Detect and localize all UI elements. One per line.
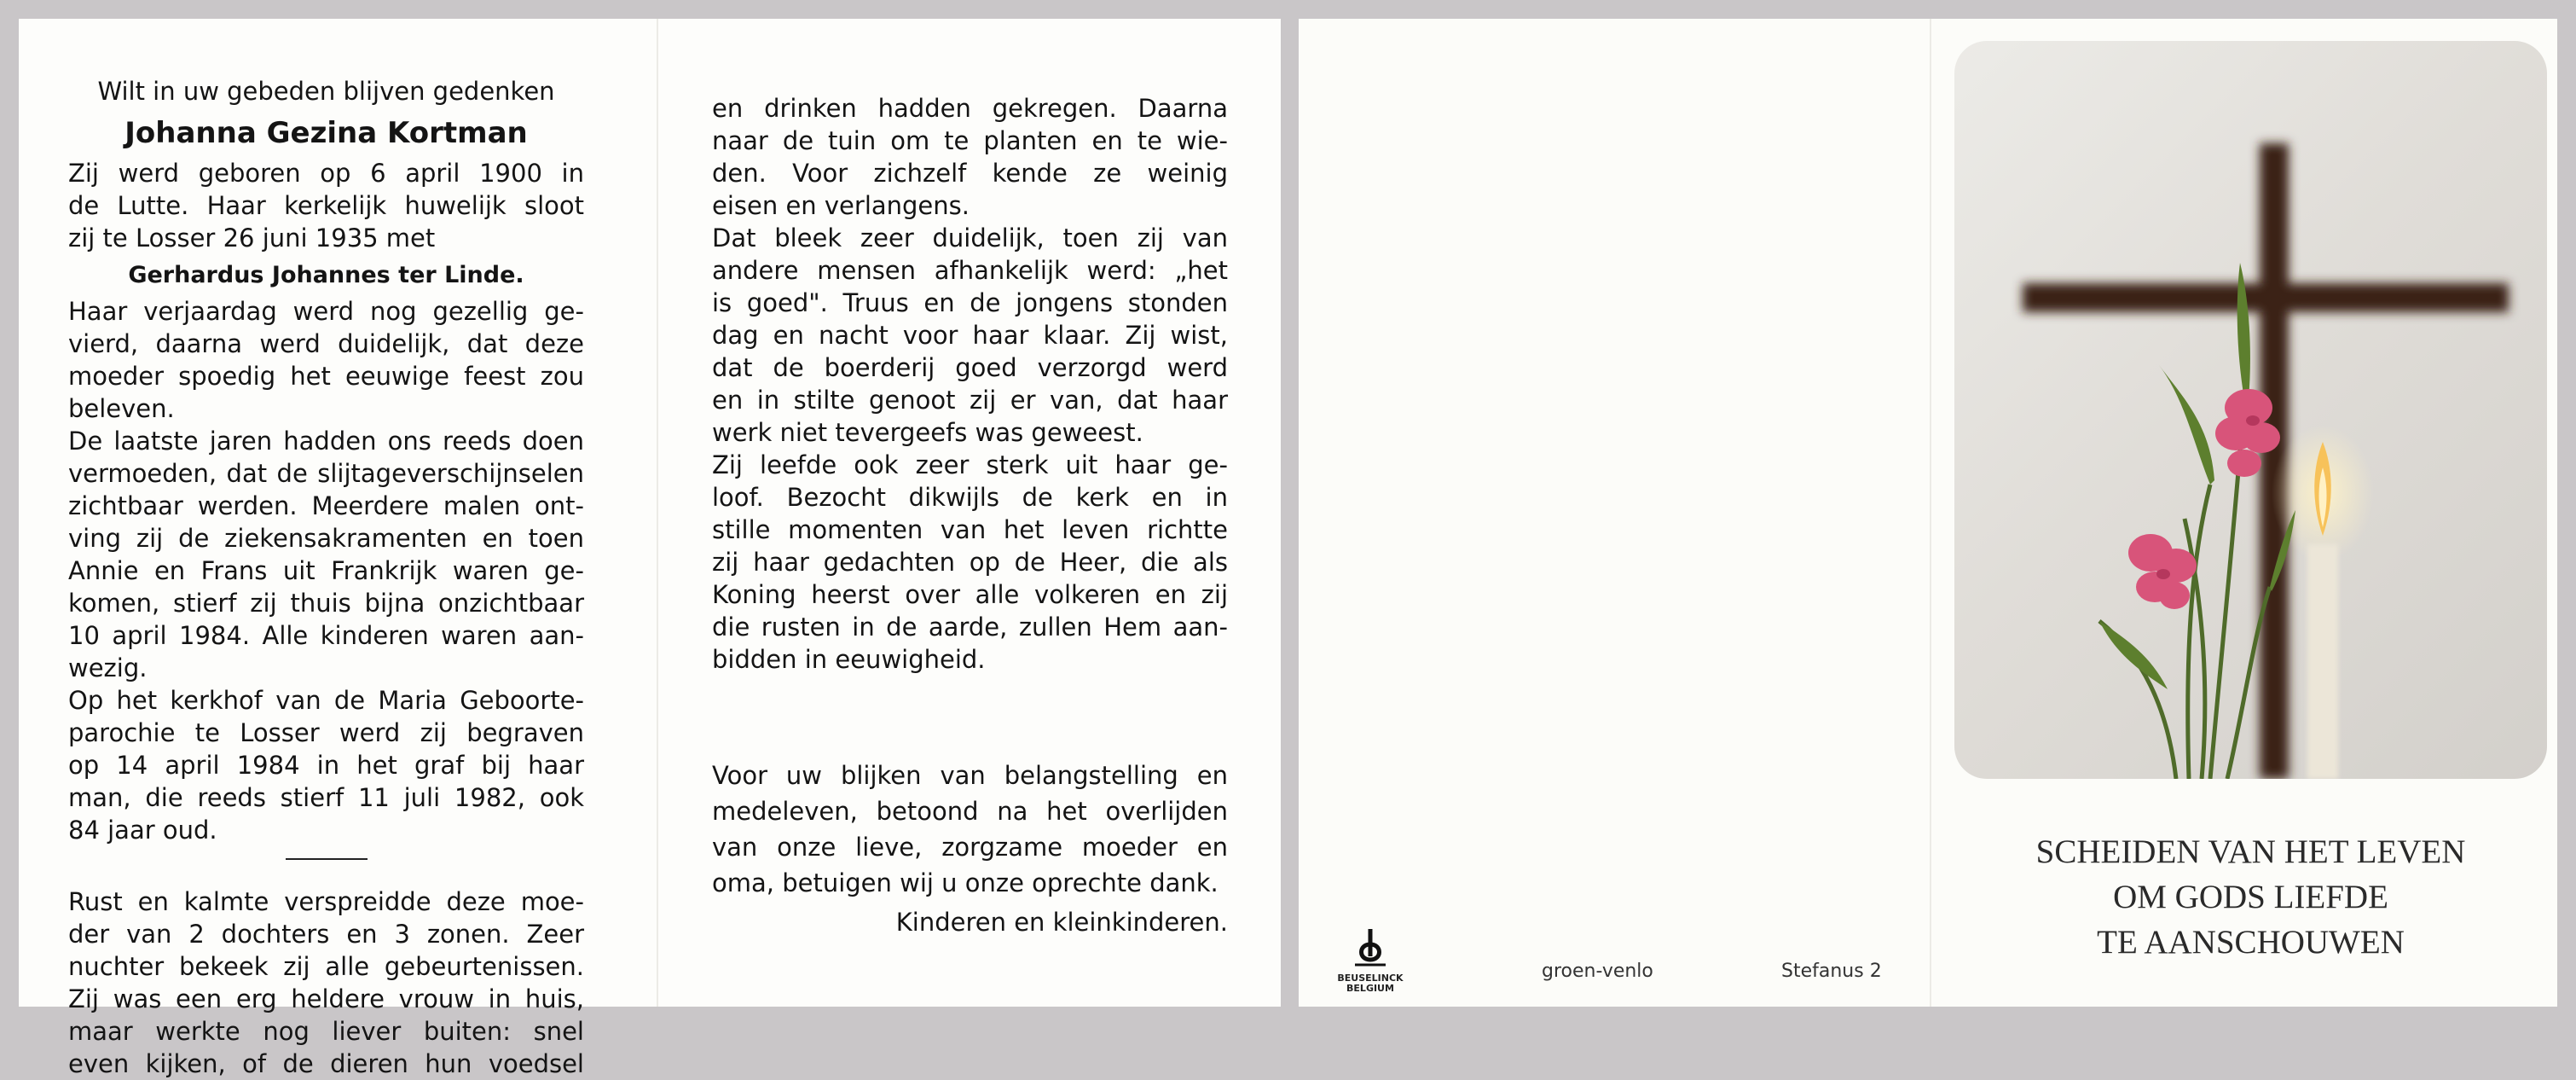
text-line: vierd, daarna werd duidelijk, dat deze xyxy=(68,329,584,358)
text-line: die rusten in de aarde, zullen Hem aan- xyxy=(712,613,1228,642)
motto-line: OM GODS LIEFDE xyxy=(2113,879,2388,915)
text-column-right xyxy=(712,92,1228,676)
beuselinck-logo-icon xyxy=(1348,926,1392,970)
text-line: Koning heerst over alle volkeren en zij xyxy=(712,580,1228,609)
text-line: dag en nacht voor haar klaar. Zij wist, xyxy=(712,321,1228,350)
text-line: naar de tuin om te planten en te wie- xyxy=(712,126,1228,155)
text-line: der van 2 dochters en 3 zonen. Zeer xyxy=(68,920,584,949)
text-line: den. Voor zichzelf kende ze weinig xyxy=(712,159,1228,188)
text-line: stille momenten van het leven richtte xyxy=(712,515,1228,544)
spouse-name: Gerhardus Johannes ter Linde. xyxy=(128,262,524,288)
text-line: man, die reeds stierf 11 juli 1982, ook xyxy=(68,783,584,812)
text-line: Annie en Frans uit Frankrijk waren ge- xyxy=(68,556,584,585)
signature: Kinderen en kleinkinderen. xyxy=(895,908,1228,937)
text-line: Zij leefde ook zeer sterk uit haar ge- xyxy=(712,450,1228,479)
text-line: Op het kerkhof van de Maria Geboorte- xyxy=(68,686,584,715)
text-line: van onze lieve, zorgzame moeder en xyxy=(712,833,1228,862)
text-line: en drinken hadden gekregen. Daarna xyxy=(712,94,1228,123)
text-line: andere mensen afhankelijk werd: „het xyxy=(712,256,1228,285)
birth-paragraph xyxy=(68,157,584,254)
motto-line: SCHEIDEN VAN HET LEVEN xyxy=(2035,833,2466,870)
text-line: en in stilte genoot zij er van, dat haar xyxy=(712,386,1228,415)
text-line: oma, betuigen wij u onze oprechte dank. xyxy=(712,868,1219,897)
cross-candle-photo xyxy=(1954,41,2547,779)
text-line: op 14 april 1984 in het graf bij haar xyxy=(68,751,584,780)
life-paragraph xyxy=(68,295,584,846)
text-line: nuchter bekeek zij alle gebeurtenissen. xyxy=(68,952,584,981)
text-line: Voor uw blijken van belangstelling en xyxy=(712,761,1228,790)
publisher-logo xyxy=(1336,926,1404,994)
series-label: Stefanus 2 xyxy=(1781,961,1882,982)
text-line: loof. Bezocht dikwijls de kerk en in xyxy=(712,483,1228,512)
text-line: De laatste jaren hadden ons reeds doen xyxy=(68,427,584,456)
text-line: zij haar gedachten op de Heer, die als xyxy=(712,548,1228,577)
text-line: werk niet tevergeefs was geweest. xyxy=(712,418,1143,447)
logo-text: BEUSELINCK BELGIUM xyxy=(1337,973,1404,994)
text-line: maar werkte nog liever buiten: snel xyxy=(68,1017,584,1046)
intro-line: Wilt in uw gebeden blijven gedenken xyxy=(97,77,555,106)
text-line: 10 april 1984. Alle kinderen waren aan- xyxy=(68,621,584,650)
text-line: Haar verjaardag werd nog gezellig ge- xyxy=(68,297,584,326)
thanks-block xyxy=(712,758,1228,940)
section-divider xyxy=(286,858,368,860)
text-line: zichtbaar werden. Meerdere malen ont- xyxy=(68,491,584,520)
motto-line: TE AANSCHOUWEN xyxy=(2097,924,2405,961)
deceased-name: Johanna Gezina Kortman xyxy=(124,116,528,150)
text-line: Zij was een erg heldere vrouw in huis, xyxy=(68,984,584,1013)
card-fold xyxy=(1930,19,1931,1007)
text-line: Rust en kalmte verspreidde deze moe- xyxy=(68,887,584,916)
text-line: de Lutte. Haar kerkelijk huwelijk sloot xyxy=(68,191,584,220)
text-line: Zij werd geboren op 6 april 1900 in xyxy=(68,159,584,188)
text-line: 84 jaar oud. xyxy=(68,816,217,845)
text-line: parochie te Losser werd zij begraven xyxy=(68,718,584,747)
text-line: medeleven, betoond na het overlijden xyxy=(712,797,1228,826)
text-line: eisen en verlangens. xyxy=(712,191,970,220)
text-line: moeder spoedig het eeuwige feest zou xyxy=(68,362,584,391)
card-fold xyxy=(657,19,658,1007)
cover-motto xyxy=(1954,829,2547,965)
text-line: bidden in eeuwigheid. xyxy=(712,645,986,674)
text-line: komen, stierf zij thuis bijna onzichtbaar xyxy=(68,589,584,618)
tribute-paragraph xyxy=(68,885,584,1080)
text-line: is goed". Truus en de jongens stonden xyxy=(712,288,1228,317)
printer-imprint: groen-venlo xyxy=(1542,961,1653,982)
text-line: ving zij de ziekensakramenten en toen xyxy=(68,524,584,553)
text-line: vermoeden, dat de slijtageverschijnselen xyxy=(68,459,584,488)
text-line: beleven. xyxy=(68,394,175,423)
text-line: wezig. xyxy=(68,653,148,682)
text-column-left xyxy=(68,75,584,1080)
crucifix-icon xyxy=(1954,41,2547,779)
text-line: zij te Losser 26 juni 1935 met xyxy=(68,224,436,253)
text-line: Dat bleek zeer duidelijk, toen zij van xyxy=(712,224,1228,253)
text-line: even kijken, of de dieren hun voedsel xyxy=(68,1049,584,1078)
text-line: dat de boerderij goed verzorgd werd xyxy=(712,353,1228,382)
